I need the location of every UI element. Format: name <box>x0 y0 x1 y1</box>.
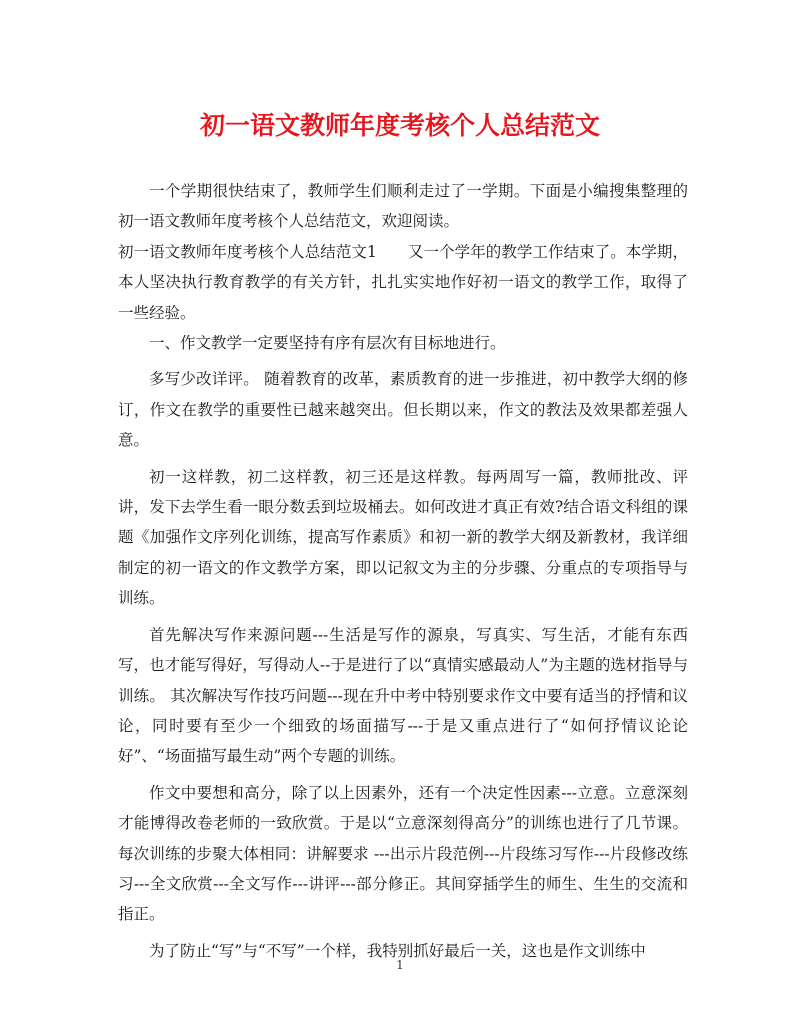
paragraph-final-check: 为了防止“写”与“不写”一个样，我特别抓好最后一关，这也是作文训练中 <box>149 941 646 960</box>
paragraph-intro: 一个学期很快结束了，教师学生们顺利走过了一学期。下面是小编搜集整理的初一语文教师年度考核个人总结范文，欢迎阅读。 <box>118 182 688 231</box>
paragraph-section-one: 一、作文教学一定要坚持有序有层次有目标地进行。 <box>149 334 506 353</box>
paragraph-teaching-method: 初一这样教，初二这样教，初三还是这样教。每两周写一篇，教师批改、评讲，发下去学生看一眼分数丢到垃圾桶去。如何改进才真正有效?结合语文科组的课题《加强作文序列化训练，提高写作素质》和初一新的教学大纲及新教材，我详细制定的初一语文的作文教学方案，即以记叙文为主的分步骤、分重点的专项指导与训练。 <box>118 467 688 608</box>
paragraph-writing-source: 首先解决写作来源问题---生活是写作的源泉，写真实、写生活，才能有东西写，也才能写得好，写得动人--于是进行了以“真情实感最动人”为主题的选材指导与训练。 其次解决写作技巧问题---现在升中考中特别要求作文中要有适当的抒情和议论，同时要有至少一个细致的场面描写---于是又重点进行了“如何抒情议论论好”、“场面描写最生动”两个专题的训练。 <box>118 625 688 766</box>
paragraph-write-more: 多写少改详评。 随着教育的改革，素质教育的进一步推进，初中教学大纲的修订，作文在教学的重要性已越来越突出。但长期以来，作文的教法及效果都差强人意。 <box>118 370 688 450</box>
paragraph-high-score: 作文中要想和高分，除了以上因素外，还有一个决定性因素---立意。立意深刻才能博得改卷老师的一致欣赏。于是以“立意深刻得高分”的训练也进行了几节课。每次训练的步聚大体相同：讲解要求 ---出示片段范例---片段练习写作---片段修改练习---全文欣赏---全文写作---讲评---部分修正。其间穿插学生的师生、生生的交流和指正。 <box>118 783 688 924</box>
page-number: 1 <box>396 958 404 972</box>
document-body <box>118 176 688 966</box>
paragraph-sample-heading: 初一语文教师年度考核个人总结范文1 又一个学年的教学工作结束了。本学期，本人坚决执行教育教学的有关方针，扎扎实实地作好初一语文的教学工作，取得了一些经验。 <box>118 242 688 322</box>
document-title: 初一语文教师年度考核个人总结范文 <box>199 111 600 140</box>
